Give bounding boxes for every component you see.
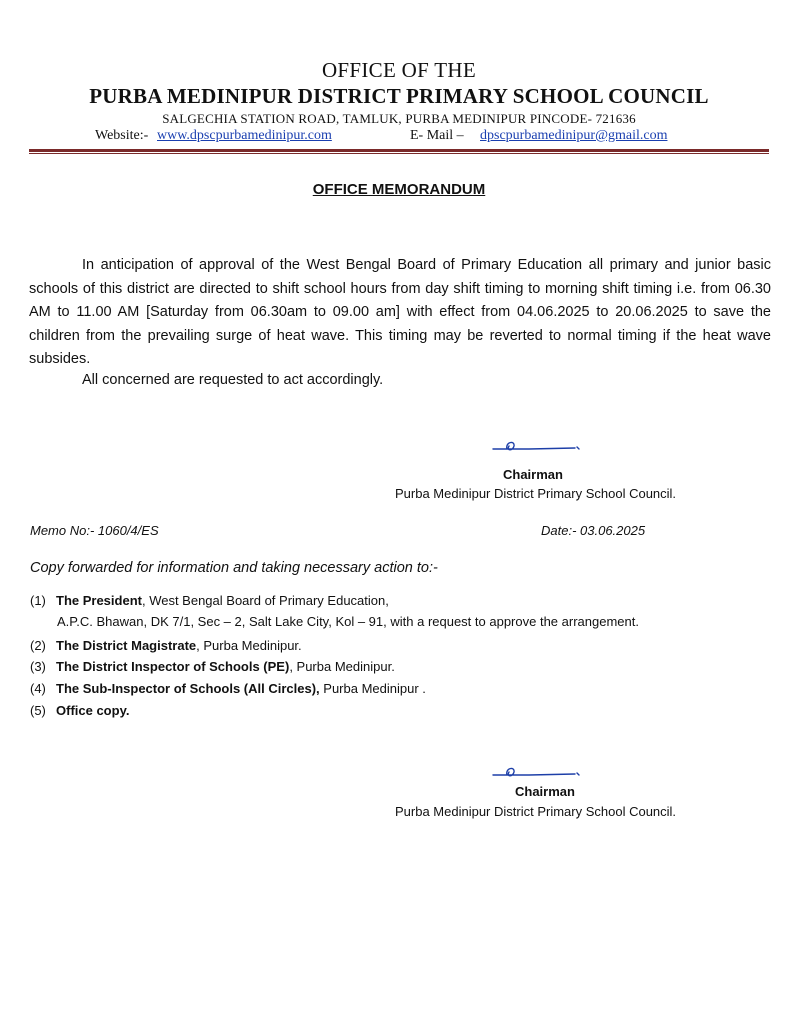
email-link[interactable]: dpscpurbamedinipur@gmail.com xyxy=(480,128,668,143)
letterhead-council-name: PURBA MEDINIPUR DISTRICT PRIMARY SCHOOL COUNCIL xyxy=(89,84,709,108)
memo-number: Memo No:- 1060/4/ES xyxy=(30,523,159,538)
list-number: (3) xyxy=(30,659,46,674)
website-link[interactable]: www.dpscpurbamedinipur.com xyxy=(157,128,332,143)
recipient-name: The President xyxy=(56,593,142,608)
recipient-name: The Sub-Inspector of Schools (All Circles), xyxy=(56,681,320,696)
signature-mark xyxy=(489,436,589,456)
list-item xyxy=(30,593,389,608)
letterhead-office-of: OFFICE OF THE xyxy=(321,58,477,82)
copy-forwarded-heading: Copy forwarded for information and taking necessary action to:- xyxy=(30,560,438,576)
recipient-detail: , Purba Medinipur. xyxy=(289,659,395,674)
memo-date: Date:- 03.06.2025 xyxy=(541,523,646,538)
website-label: Website:- xyxy=(95,128,149,143)
letterhead-address: SALGECHIA STATION ROAD, TAMLUK, PURBA MEDINIPUR PINCODE- 721636 xyxy=(162,111,636,126)
signatory-office: Purba Medinipur District Primary School Council. xyxy=(395,804,677,819)
header-divider-thick xyxy=(29,149,769,152)
list-number: (4) xyxy=(30,681,46,696)
recipient-name: The District Inspector of Schools (PE) xyxy=(56,659,290,674)
body-paragraph: In anticipation of approval of the West Bengal Board of Primary Education all primary and junior basic schools of this district are directed to shift school hours from day shift timing to morning shift timing i.e. from 06.30 AM to 11.00 AM [Saturday from 06.30am to 09.00 am] with effect from 04.06.2025 to 20.06.2025 to save the children from the prevailing surge of heat wave. This timing may be reverted to normal timing if the heat wave subsides. xyxy=(29,257,771,367)
signature-mark xyxy=(489,762,589,782)
list-item xyxy=(30,681,426,696)
recipient-name: Office copy. xyxy=(56,703,130,718)
list-item-continuation: A.P.C. Bhawan, DK 7/1, Sec – 2, Salt Lake City, Kol – 91, with a request to approve the arrangement. xyxy=(57,614,639,629)
recipient-detail: , West Bengal Board of Primary Education, xyxy=(141,593,389,608)
signatory-office: Purba Medinipur District Primary School Council. xyxy=(395,486,677,501)
list-number: (1) xyxy=(30,593,46,608)
list-number: (5) xyxy=(30,703,46,718)
memorandum-title: OFFICE MEMORANDUM xyxy=(312,181,486,198)
list-item xyxy=(30,638,302,653)
signatory-designation: Chairman xyxy=(503,467,563,482)
list-item xyxy=(30,659,395,674)
body-closing-line: All concerned are requested to act accordingly. xyxy=(82,372,384,388)
signatory-designation: Chairman xyxy=(515,784,575,799)
recipient-detail: , Purba Medinipur. xyxy=(196,638,302,653)
recipient-detail: Purba Medinipur . xyxy=(319,681,426,696)
list-number: (2) xyxy=(30,638,46,653)
email-label: E- Mail – xyxy=(410,128,464,143)
header-divider-thin xyxy=(29,153,769,154)
list-item xyxy=(30,703,129,718)
recipient-name: The District Magistrate xyxy=(56,638,197,653)
